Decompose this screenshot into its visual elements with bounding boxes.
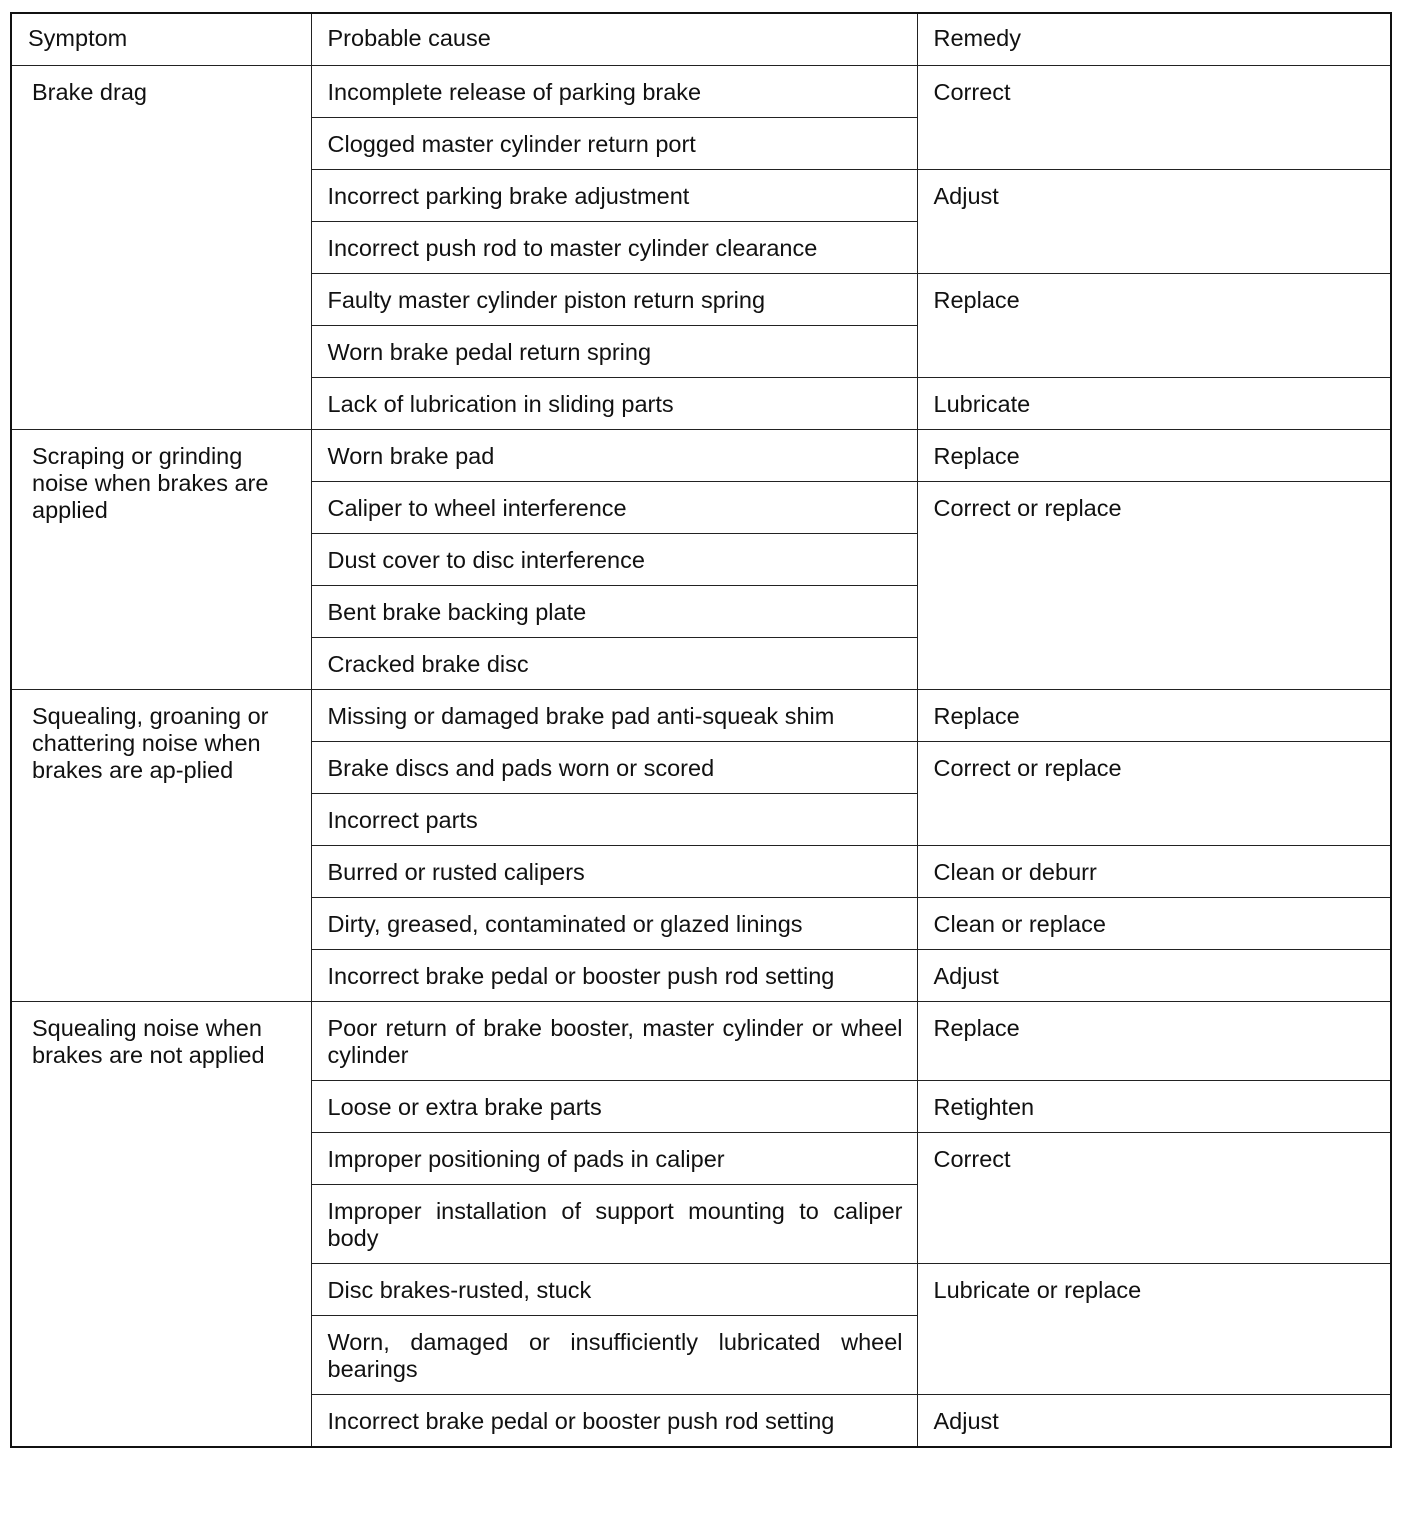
cause-cell: Incomplete release of parking brake <box>311 66 917 118</box>
cause-cell: Dust cover to disc interference <box>311 534 917 586</box>
cause-cell: Dirty, greased, contaminated or glazed linings <box>311 898 917 950</box>
symptom-cell: Brake drag <box>11 66 311 430</box>
remedy-cell: Correct or replace <box>917 482 1391 690</box>
cause-cell: Lack of lubrication in sliding parts <box>311 378 917 430</box>
header-probable-cause: Probable cause <box>311 13 917 66</box>
table-row <box>11 1002 1391 1081</box>
remedy-cell: Replace <box>917 430 1391 482</box>
header-remedy: Remedy <box>917 13 1391 66</box>
remedy-cell: Adjust <box>917 950 1391 1002</box>
cause-cell: Incorrect parking brake adjustment <box>311 170 917 222</box>
cause-cell: Bent brake backing plate <box>311 586 917 638</box>
remedy-cell: Lubricate or replace <box>917 1264 1391 1395</box>
cause-cell: Cracked brake disc <box>311 638 917 690</box>
cause-cell: Worn, damaged or insufficiently lubricated wheel bearings <box>311 1316 917 1395</box>
cause-cell: Improper installation of support mounting to caliper body <box>311 1185 917 1264</box>
remedy-cell: Adjust <box>917 170 1391 274</box>
cause-cell: Faulty master cylinder piston return spring <box>311 274 917 326</box>
remedy-cell: Correct <box>917 1133 1391 1264</box>
cause-cell: Brake discs and pads worn or scored <box>311 742 917 794</box>
cause-cell: Caliper to wheel interference <box>311 482 917 534</box>
cause-cell: Missing or damaged brake pad anti-squeak shim <box>311 690 917 742</box>
cause-cell: Incorrect push rod to master cylinder clearance <box>311 222 917 274</box>
header-symptom: Symptom <box>11 13 311 66</box>
remedy-cell: Replace <box>917 1002 1391 1081</box>
remedy-cell: Clean or deburr <box>917 846 1391 898</box>
remedy-cell: Adjust <box>917 1395 1391 1448</box>
remedy-cell: Correct <box>917 66 1391 170</box>
remedy-cell: Lubricate <box>917 378 1391 430</box>
cause-cell: Burred or rusted calipers <box>311 846 917 898</box>
remedy-cell: Clean or replace <box>917 898 1391 950</box>
troubleshooting-table <box>10 12 1392 1448</box>
table-row <box>11 66 1391 118</box>
cause-cell: Incorrect parts <box>311 794 917 846</box>
table-row <box>11 430 1391 482</box>
cause-cell: Clogged master cylinder return port <box>311 118 917 170</box>
cause-cell: Worn brake pedal return spring <box>311 326 917 378</box>
cause-cell: Worn brake pad <box>311 430 917 482</box>
remedy-cell: Correct or replace <box>917 742 1391 846</box>
symptom-cell: Squealing, groaning or chattering noise when brakes are ap-plied <box>11 690 311 1002</box>
remedy-cell: Replace <box>917 690 1391 742</box>
cause-cell: Incorrect brake pedal or booster push rod setting <box>311 950 917 1002</box>
cause-cell: Improper positioning of pads in caliper <box>311 1133 917 1185</box>
remedy-cell: Retighten <box>917 1081 1391 1133</box>
header-row <box>11 13 1391 66</box>
table-row <box>11 690 1391 742</box>
remedy-cell: Replace <box>917 274 1391 378</box>
cause-cell: Incorrect brake pedal or booster push rod setting <box>311 1395 917 1448</box>
cause-cell: Disc brakes-rusted, stuck <box>311 1264 917 1316</box>
cause-cell: Poor return of brake booster, master cylinder or wheel cylinder <box>311 1002 917 1081</box>
symptom-cell: Scraping or grinding noise when brakes are applied <box>11 430 311 690</box>
symptom-cell: Squealing noise when brakes are not applied <box>11 1002 311 1448</box>
cause-cell: Loose or extra brake parts <box>311 1081 917 1133</box>
